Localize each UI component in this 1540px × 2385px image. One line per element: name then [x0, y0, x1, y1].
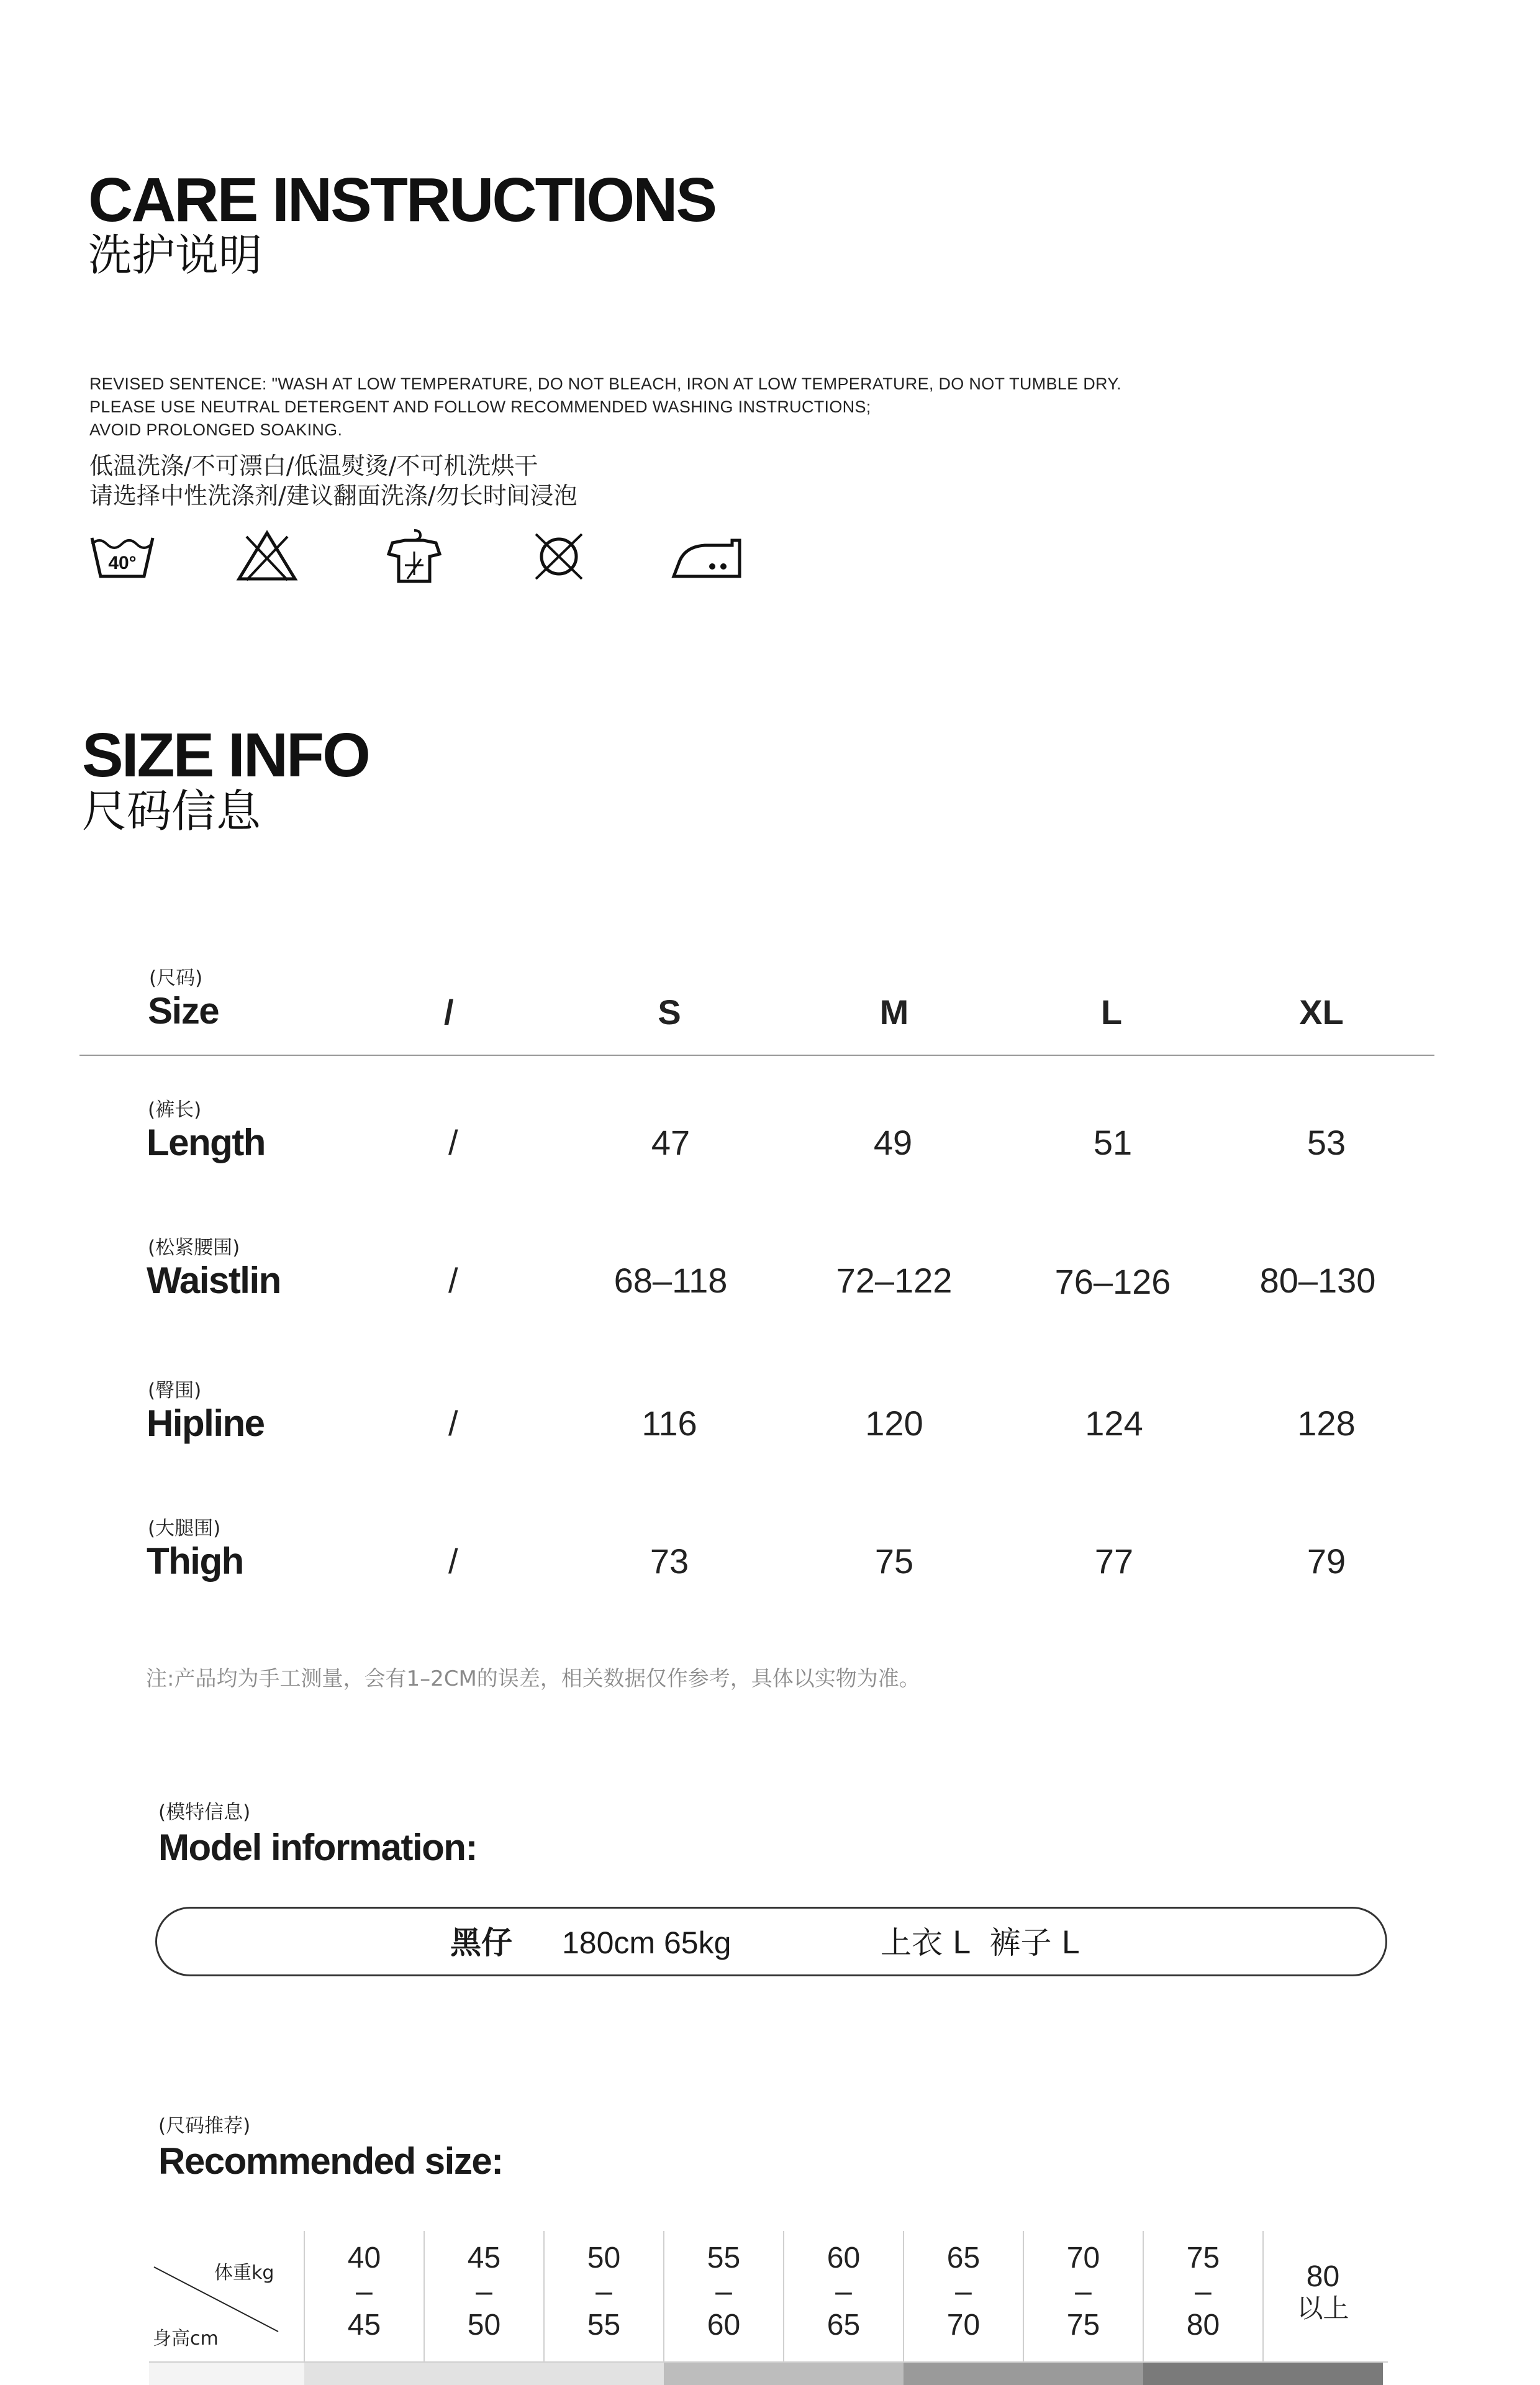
- rec-weight-col-0: [304, 2231, 424, 2361]
- rec-weight-top: 80: [1306, 2260, 1340, 2293]
- row-thigh-slash: /: [448, 1542, 458, 1581]
- hip-m-value: 120: [865, 1404, 923, 1443]
- rec-height-bar-3: [664, 2363, 784, 2385]
- recommended-size-title: Recommended size:: [158, 2140, 503, 2182]
- waist-xl-value: 80–130: [1259, 1261, 1376, 1300]
- row-length-label: Length: [147, 1122, 265, 1163]
- model-stats: 180cm 65kg: [562, 1925, 732, 1960]
- thigh-m-value: 75: [874, 1542, 914, 1581]
- row-hip-zh: (臀围): [148, 1379, 202, 1402]
- thigh-s-value: 73: [650, 1542, 689, 1581]
- rec-weight-dash: –: [715, 2275, 732, 2308]
- rec-weight-top: 75: [1186, 2242, 1220, 2274]
- height-cm-label: 身高cm: [153, 2328, 219, 2350]
- do-not-tumble-dry-icon: [525, 528, 593, 584]
- rec-weight-bottom: 80: [1186, 2309, 1220, 2342]
- hip-xl-value: 128: [1297, 1404, 1356, 1443]
- size-header-s: S: [658, 993, 681, 1032]
- rec-height-bar-corner: [149, 2363, 304, 2385]
- recommended-size-table: [149, 2231, 1388, 2385]
- rec-weight-bottom: 55: [587, 2309, 621, 2342]
- care-text-en-line-1: REVISED SENTENCE: "WASH AT LOW TEMPERATURE, DO NOT BLEACH, IRON AT LOW TEMPERATURE, DO NOT TUMBLE DRY.: [89, 375, 1121, 393]
- size-header-xl: XL: [1299, 993, 1344, 1032]
- model-sizes: 上衣 L 裤子 L: [881, 1925, 1079, 1961]
- rec-weight-bottom: 70: [946, 2309, 981, 2342]
- rec-height-bar-0: [304, 2363, 424, 2385]
- row-hip-slash: /: [448, 1404, 458, 1443]
- model-info-title: Model information:: [158, 1827, 477, 1868]
- rec-weight-top: 45: [467, 2242, 501, 2274]
- rec-height-bar-7: [1143, 2363, 1263, 2385]
- length-s-value: 47: [651, 1123, 691, 1162]
- row-waist-label: Waistlin: [147, 1260, 281, 1301]
- rec-weight-bottom: 65: [827, 2309, 861, 2342]
- rec-height-bar-8: [1263, 2363, 1383, 2385]
- rec-weight-col-1: [424, 2231, 544, 2361]
- rec-weight-top: 50: [587, 2242, 621, 2274]
- waist-m-value: 72–122: [836, 1261, 953, 1300]
- size-table-divider: [79, 1055, 1434, 1056]
- thigh-l-value: 77: [1094, 1542, 1134, 1581]
- length-m-value: 49: [873, 1123, 913, 1162]
- rec-weight-col-2: [544, 2231, 664, 2361]
- rec-weight-top: 60: [827, 2242, 861, 2274]
- rec-height-bar-1: [424, 2363, 544, 2385]
- rec-height-bar-6: [1023, 2363, 1143, 2385]
- wash-40-icon: [88, 528, 156, 584]
- size-header-zh: (尺码): [149, 967, 203, 989]
- rec-weight-dash: –: [476, 2275, 492, 2308]
- rec-height-bar-2: [544, 2363, 664, 2385]
- rec-weight-bottom: 45: [347, 2309, 381, 2342]
- care-instructions-title: CARE INSTRUCTIONS: [88, 165, 716, 235]
- model-info-box: [155, 1907, 1387, 1976]
- rec-weight-col-5: [904, 2231, 1023, 2361]
- wash-temp-label: 40°: [108, 553, 137, 573]
- model-info-zh: (模特信息): [158, 1801, 251, 1824]
- care-text-zh-line-1: 低温洗涤/不可漂白/低温熨烫/不可机洗烘干: [89, 452, 538, 479]
- hang-dry-icon: [380, 528, 448, 584]
- row-length-slash: /: [448, 1123, 458, 1162]
- size-header-l: L: [1100, 993, 1123, 1032]
- rec-weight-dash: –: [835, 2275, 852, 2308]
- rec-weight-dash: –: [596, 2275, 612, 2308]
- row-thigh-label: Thigh: [147, 1540, 243, 1582]
- thigh-xl-value: 79: [1307, 1542, 1346, 1581]
- rec-weight-top: 40: [347, 2242, 381, 2274]
- rec-weight-col-8: [1263, 2231, 1383, 2361]
- rec-weight-top: 55: [707, 2242, 741, 2274]
- rec-weight-bottom: 50: [467, 2309, 501, 2342]
- rec-weight-bottom: 以上: [1297, 2293, 1349, 2324]
- do-not-bleach-icon: [233, 528, 301, 584]
- care-text-en-line-2: PLEASE USE NEUTRAL DETERGENT AND FOLLOW RECOMMENDED WASHING INSTRUCTIONS;: [89, 398, 871, 416]
- length-xl-value: 53: [1307, 1123, 1346, 1162]
- recommended-size-zh: (尺码推荐): [158, 2115, 251, 2137]
- rec-weight-col-3: [664, 2231, 784, 2361]
- hip-l-value: 124: [1085, 1404, 1143, 1443]
- row-waist-zh: (松紧腰围): [148, 1237, 240, 1259]
- row-waist-slash: /: [448, 1261, 458, 1300]
- size-info-title: SIZE INFO: [82, 720, 369, 790]
- care-text-zh-line-2: 请选择中性洗涤剂/建议翻面洗涤/勿长时间浸泡: [89, 482, 578, 509]
- care-instructions-subtitle: 洗护说明: [88, 230, 262, 281]
- weight-kg-label: 体重kg: [214, 2262, 274, 2284]
- size-info-subtitle: 尺码信息: [82, 785, 261, 837]
- rec-height-bar-5: [904, 2363, 1023, 2385]
- size-header-label: Size: [148, 990, 219, 1032]
- row-length-zh: (裤长): [148, 1099, 202, 1121]
- model-name: 黑仔: [450, 1925, 512, 1961]
- rec-weight-bottom: 60: [707, 2309, 741, 2342]
- care-text-en-line-3: AVOID PROLONGED SOAKING.: [89, 420, 343, 439]
- rec-table-corner: [149, 2231, 304, 2361]
- row-hip-label: Hipline: [147, 1402, 265, 1444]
- rec-weight-top: 65: [946, 2242, 981, 2274]
- rec-weight-dash: –: [955, 2275, 972, 2308]
- length-l-value: 51: [1093, 1123, 1133, 1162]
- rec-weight-col-6: [1023, 2231, 1143, 2361]
- hip-s-value: 116: [641, 1404, 697, 1443]
- rec-table-hline: [149, 2361, 1388, 2363]
- rec-weight-dash: –: [1195, 2275, 1212, 2308]
- rec-height-bar-4: [784, 2363, 904, 2385]
- row-thigh-zh: (大腿围): [148, 1517, 221, 1540]
- iron-low-icon: [668, 528, 748, 584]
- rec-weight-dash: –: [1075, 2275, 1092, 2308]
- rec-weight-col-4: [784, 2231, 904, 2361]
- rec-weight-dash: –: [356, 2275, 373, 2308]
- rec-weight-top: 70: [1066, 2242, 1100, 2274]
- waist-l-value: 76–126: [1054, 1262, 1171, 1301]
- waist-s-value: 68–118: [614, 1261, 728, 1300]
- size-measurement-note: 注:产品均为手工测量，会有1–2CM的误差，相关数据仅作参考，具体以实物为准。: [146, 1666, 920, 1691]
- size-header-m: M: [879, 993, 909, 1032]
- rec-weight-col-7: [1143, 2231, 1263, 2361]
- rec-weight-bottom: 75: [1066, 2309, 1100, 2342]
- size-header-slash: /: [444, 993, 454, 1032]
